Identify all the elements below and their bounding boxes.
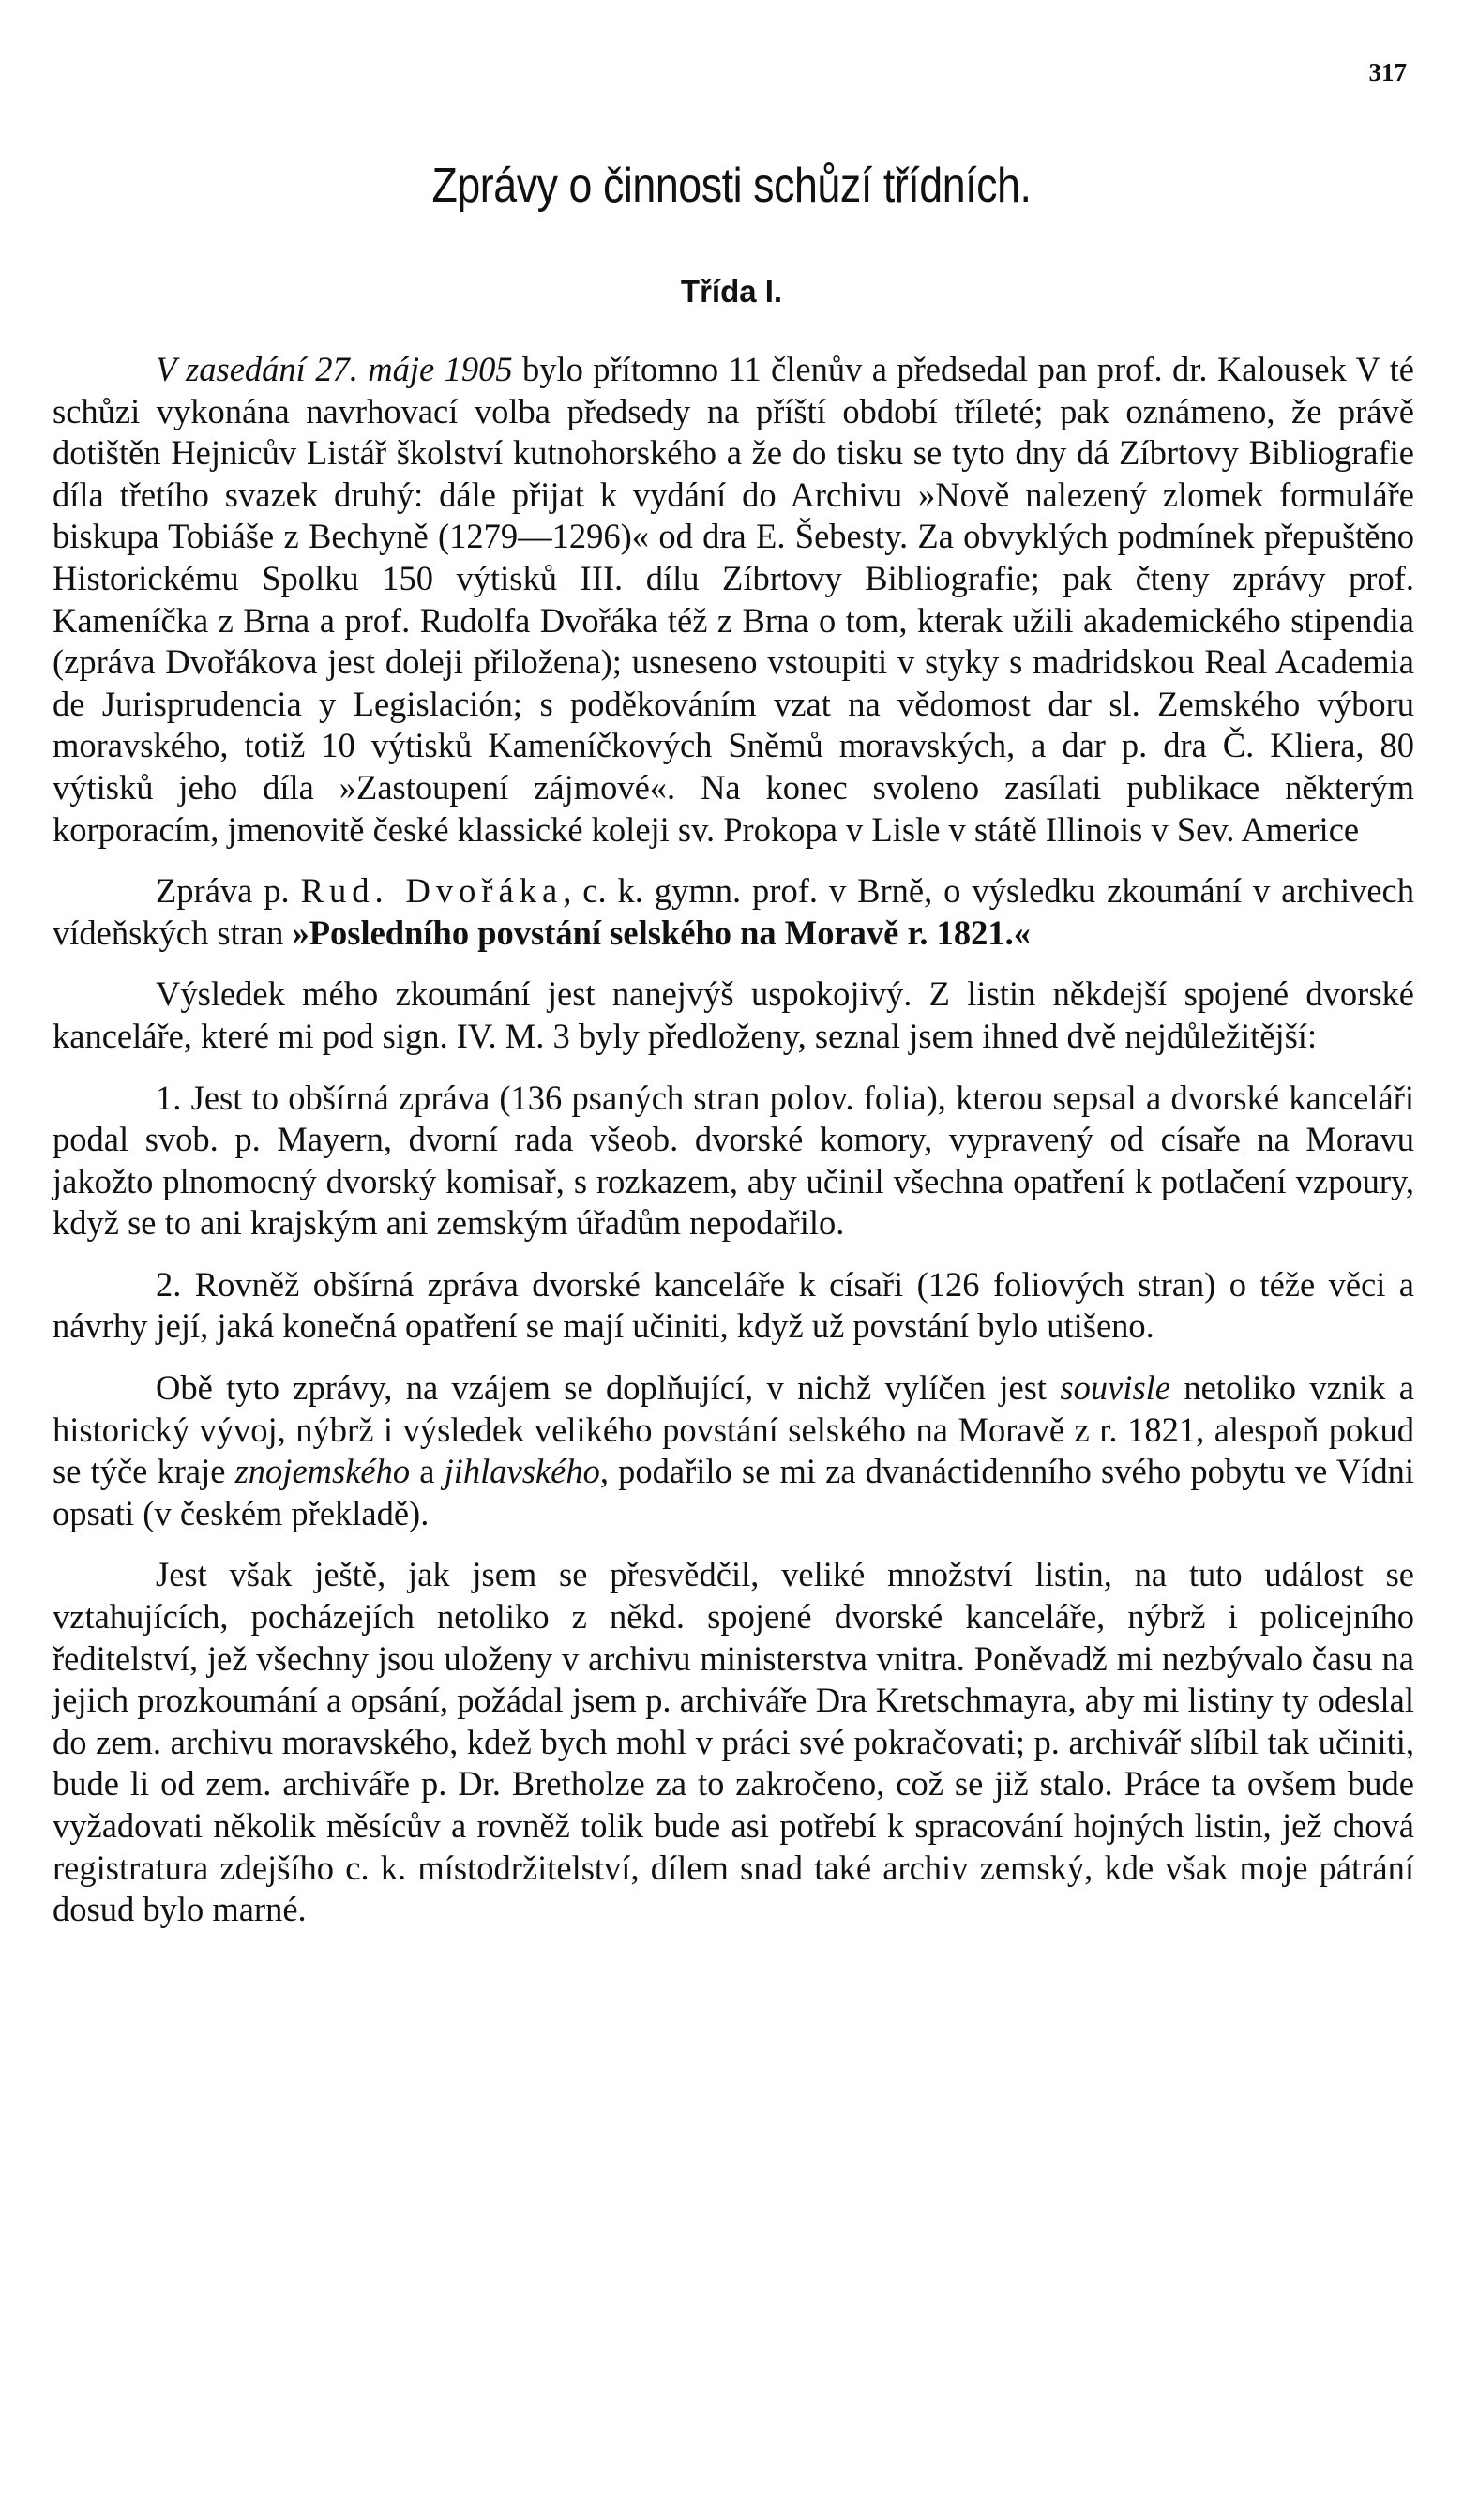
both-reports-c: netoliko vznik a historický vývoj, nýbrž i výsledek velikého povstání selského na Moravě z r. 1821, alespoň pokud se týče kraje — [53, 1368, 1414, 1491]
session-report-text: bylo přítomno 11 členův a předsedal pan prof. dr. Kalousek V té schůzi vykonána navrhovací volba předsedy na příští období tříleté; pak oznámeno, že právě dotištěn Hejnicův Listář školství kutnohorského a že do tisku se tyto dny dá Zíbrtovy Bibliografie díla třetího svazek druhý: dále přijat k vydání do Archivu »Nově nalezený zlomek formuláře biskupa Tobiáše z Bechyně (1279—1296)« od dra E. Šebesty. Za obvyklých podmínek přepuštěno Historickému Spolku 150 výtisků III. dílu Zíbrtovy Bibliografie; pak čteny zprávy prof. Kameníčka z Brna a prof. Rudolfa Dvořáka též z Brna o tom, kterak užili akademického stipendia (zpráva Dvořákova jest doleji přiložena); usneseno vstoupiti v styky s madridskou Real Academia de Jurisprudencia y Legislación; s poděkováním vzat na vědomost dar sl. Zemského výboru moravského, totiž 10 výtisků Kameníčkových Sněmů moravských, a dar p. dra Č. Kliera, 80 výtisků jeho díla »Zastoupení zájmové«. Na konec svoleno zasílati publikace některým korporacím, jmenovitě české klassické koleji sv. Prokopa v Lisle v státě Illinois v Sev. Americe — [53, 350, 1414, 849]
article-body — [53, 349, 1414, 1931]
session-date: V zasedání 27. máje 1905 — [156, 350, 513, 388]
paragraph-further-sources: Jest však ještě, jak jsem se přesvědčil, veliké množství listin, na tuto událost se vztahujících, pocházejích netoliko z někd. spojené dvorské kanceláře, nýbrž i policejního ředitelství, jež všechny jsou uloženy v archivu ministerstva vnitra. Poněvadž mi nezbývalo času na jejich prozkoumání a opsání, požádal jsem p. archiváře Dra Kretschmayra, aby mi listiny ty odeslal do zem. archivu moravského, kdež bych mohl v práci své pokračovati; p. archivář slíbil tak učiniti, bude li od zem. archiváře p. Dr. Bretholze za to zakročeno, což se již stalo. Práce ta ovšem bude vyžadovati několik měsícův a rovněž tolik bude asi potřebí k spracování hojných listin, jež chová registratura zdejšího c. k. místodržitelství, dílem snad také archiv zemský, kde však moje pátrání dosud bylo marné. — [53, 1555, 1414, 1929]
paragraph-both-reports — [53, 1367, 1414, 1534]
report-subject: »Posledního povstání selského na Moravě r. 1821.« — [292, 913, 1031, 952]
author-name: Rud. Dvořáka — [300, 871, 564, 911]
paragraph-item-1: 1. Jest to obšírná zpráva (136 psaných stran polov. folia), kterou sepsal a dvorské kanceláři podal svob. p. Mayern, dvorní rada všeob. dvorské komory, vypravený od císaře na Moravu jakožto plnomocný dvorský komisař, s rozkazem, aby učinil všechna opatření k potlačení vzpoury, když se to ani krajským ani zemským úřadům nepodařilo. — [53, 1078, 1414, 1243]
page-title: Zprávy o činnosti schůzí třídních. — [431, 158, 1032, 213]
paragraph-report-heading — [53, 870, 1414, 954]
both-reports-a: Obě tyto zprávy, na vzájem se doplňující, v nichž vylíčen jest — [156, 1368, 1061, 1408]
paragraph-result: Výsledek mého zkoumání jest nanejvýš uspokojivý. Z listin někdejší spojené dvorské kanceláře, které mi pod sign. IV. M. 3 byly předloženy, seznal jsem ihned dvě nejdůležitější: — [53, 974, 1414, 1055]
both-reports-e: a — [410, 1452, 445, 1491]
page-number: 317 — [1368, 58, 1407, 86]
both-reports-g: , podařilo se mi za dvanáctidenního svého pobytu ve Vídni opsati (v českém překladě). — [53, 1452, 1414, 1532]
emphasis-jihlavskeho: jihlavského — [444, 1452, 600, 1491]
section-title: Třída I. — [680, 274, 783, 309]
paragraph-item-2: 2. Rovněž obšírná zpráva dvorské kanceláře k císaři (126 foliových stran) o téže věci a návrhy její, jaká konečná opatření se mají učiniti, když už povstání bylo utišeno. — [53, 1264, 1414, 1346]
paragraph-session-report — [53, 349, 1414, 851]
report-heading-mid: , c. k. gymn. prof. v Brně, o výsledku zkoumání v archivech vídeňských stran — [53, 871, 1414, 952]
emphasis-souvisle: souvisle — [1060, 1368, 1170, 1408]
emphasis-znojemskeho: znojemského — [234, 1452, 411, 1491]
report-heading-lead: Zpráva p. — [156, 871, 301, 911]
